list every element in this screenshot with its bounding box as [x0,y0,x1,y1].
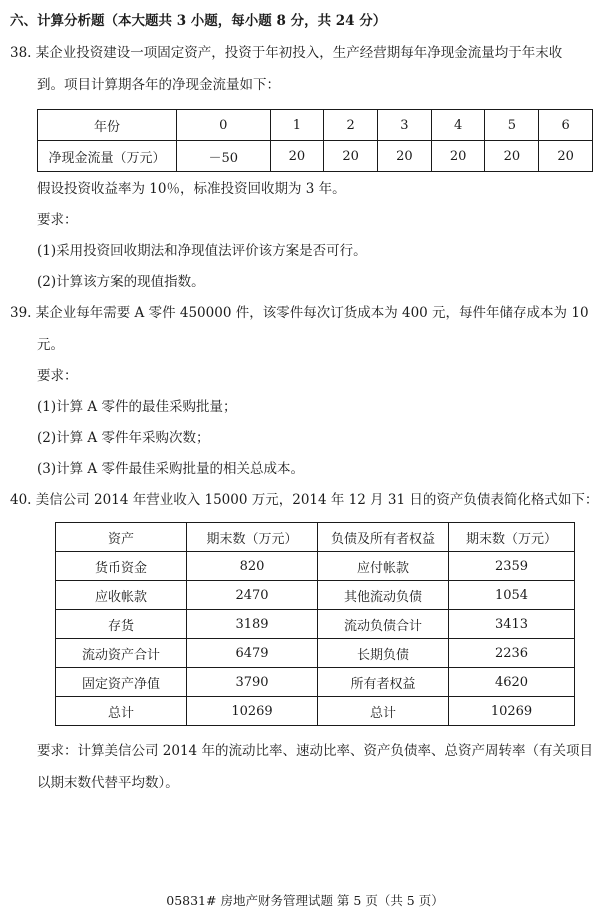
table-cell: 20 [539,141,593,172]
q40-line1: 40. 美信公司 2014 年营业收入 15000 万元，2014 年 12 月 31 日的资产负债表简化格式如下： [10,492,599,508]
table-row [38,141,593,172]
table-cell: 固定资产净值 [56,668,187,697]
cashflow-table [37,109,593,172]
table-row [56,552,575,581]
table-cell: 10269 [449,697,575,726]
q39-line1: 39. 某企业每年需要 A 零件 450000 件，该零件每次订货成本为 400 元，每件年储存成本为 10 [10,305,589,321]
table-cell: 0 [177,110,271,141]
table-row [56,523,575,552]
table-cell: 10269 [187,697,318,726]
table-cell: 长期负债 [318,639,449,668]
q39-requirement-2: (2)计算 A 零件年采购次数； [37,430,210,446]
table-cell: 2359 [449,552,575,581]
table-cell: 6479 [187,639,318,668]
table-cell: 1 [270,110,324,141]
table-header: 期末数（万元） [449,523,575,552]
table-cell: 20 [324,141,378,172]
table-header: 期末数（万元） [187,523,318,552]
q39-requirements-label: 要求： [37,368,78,384]
q39-line2: 元。 [37,337,64,353]
table-row [56,610,575,639]
table-row [38,110,593,141]
table-cell: 净现金流量（万元） [38,141,177,172]
table-cell: 3 [378,110,432,141]
q38-line2: 到。项目计算期各年的净现金流量如下： [37,77,280,93]
balance-sheet-table [55,522,575,726]
table-cell: 应付帐款 [318,552,449,581]
table-cell: 应收帐款 [56,581,187,610]
table-cell: 4 [431,110,485,141]
table-cell: 6 [539,110,593,141]
table-cell: 所有者权益 [318,668,449,697]
table-row [56,581,575,610]
table-cell: 其他流动负债 [318,581,449,610]
table-cell: 3790 [187,668,318,697]
table-cell: 总计 [56,697,187,726]
q38-requirements-label: 要求： [37,212,78,228]
q39-requirement-1: (1)计算 A 零件的最佳采购批量； [37,399,237,415]
table-cell: 2236 [449,639,575,668]
table-cell: 4620 [449,668,575,697]
table-cell: 2 [324,110,378,141]
table-row [56,668,575,697]
table-cell: 存货 [56,610,187,639]
q40-requirement-line2: 以期末数代替平均数）。 [37,775,179,791]
table-cell: 2470 [187,581,318,610]
q38-requirement-2: (2)计算该方案的现值指数。 [37,274,205,290]
table-header: 资产 [56,523,187,552]
q38-requirement-1: (1)采用投资回收期法和净现值法评价该方案是否可行。 [37,243,367,259]
table-cell: 20 [485,141,539,172]
table-cell: 货币资金 [56,552,187,581]
table-cell: 5 [485,110,539,141]
table-cell: 20 [431,141,485,172]
table-row [56,639,575,668]
table-cell: 年份 [38,110,177,141]
table-cell: 3189 [187,610,318,639]
table-cell: 20 [270,141,324,172]
table-cell: 1054 [449,581,575,610]
q40-requirement-line1: 要求：计算美信公司 2014 年的流动比率、速动比率、资产负债率、总资产周转率（有关项目 [37,743,593,759]
section-heading: 六、计算分析题（本大题共 3 小题，每小题 8 分，共 24 分） [10,13,387,29]
table-cell: 3413 [449,610,575,639]
q39-requirement-3: (3)计算 A 零件最佳采购批量的相关总成本。 [37,461,304,477]
table-row [56,697,575,726]
table-cell: 20 [378,141,432,172]
q38-assumption: 假设投资收益率为 10％，标准投资回收期为 3 年。 [37,181,346,197]
table-header: 负债及所有者权益 [318,523,449,552]
page-footer: 05831# 房地产财务管理试题 第 5 页（共 5 页） [166,893,444,908]
table-cell: 流动负债合计 [318,610,449,639]
q38-line1: 38. 某企业投资建设一项固定资产，投资于年初投入，生产经营期每年净现金流量均于年末收 [10,45,563,61]
table-cell: 流动资产合计 [56,639,187,668]
table-cell: 总计 [318,697,449,726]
table-cell: －50 [177,141,271,172]
table-cell: 820 [187,552,318,581]
